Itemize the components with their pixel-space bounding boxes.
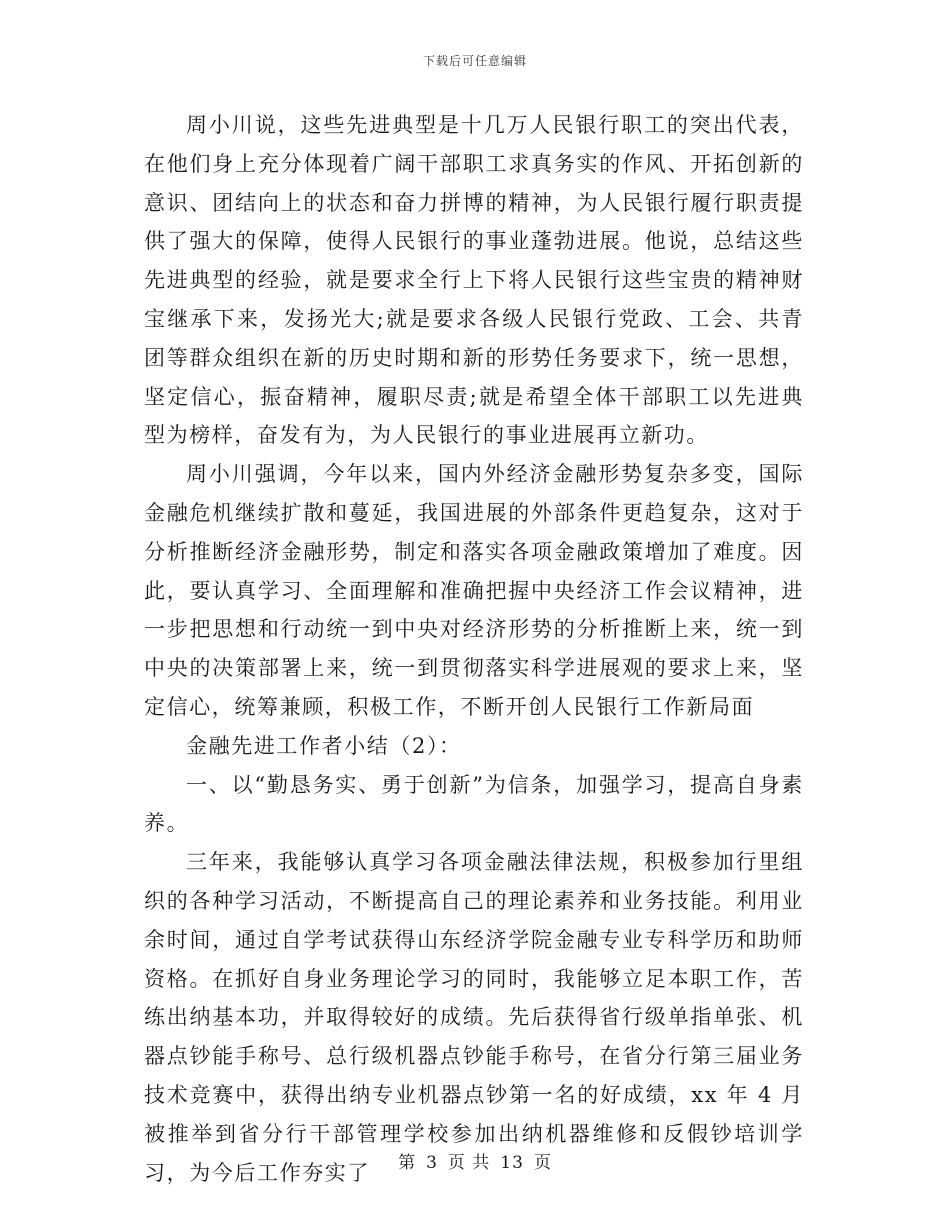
page-footer — [0, 1148, 950, 1173]
current-page-number: 3 — [426, 1153, 438, 1173]
header-note: 下载后可任意编辑 — [422, 54, 527, 68]
page-suffix: 页 — [533, 1153, 552, 1173]
paragraph-zhou-summary: 周小川说，这些先进典型是十几万人民银行职工的突出代表，在他们身上充分体现着广阔干部职工求真务实的作风、开拓创新的意识、团结向上的状态和奋力拼博的精神，为人民银行履行职责提供了强大的保障，使得人民银行的事业蓬勃进展。他说，总结这些先进典型的经验，就是要求全行上下将人民银行这些宝贵的精神财宝继承下来，发扬光大;就是要求各级人民银行党政、工会、共青团等群众组织在新的历史时期和新的形势任务要求下，统一思想，坚定信心，振奋精神，履职尽责;就是希望全体干部职工以先进典型为榜样，奋发有为，为人民银行的事业进展再立新功。 — [144, 113, 804, 448]
subsection-heading: 一、以“勤恳务实、勇于创新”为信条，加强学习，提高自身素养。 — [144, 772, 804, 836]
total-pages-number: 13 — [500, 1153, 524, 1173]
document-body — [144, 106, 804, 1192]
paragraph-zhou-emphasis: 周小川强调，今年以来，国内外经济金融形势复杂多变，国际金融危机继续扩散和蔓延，我国进展的外部条件更趋复杂，这对于分析推断经济金融形势，制定和落实各项金融政策增加了难度。因此，要认真学习、全面理解和准确把握中央经济工作会议精神，进一步把思想和行动统一到中央对经济形势的分析推断上来，统一到中央的决策部署上来，统一到贯彻落实科学进展观的要求上来，坚定信心，统筹兼顾，积极工作，不断开创人民银行工作新局面 — [144, 462, 804, 719]
page-prefix: 第 — [398, 1153, 417, 1173]
page-mid-text: 页 共 — [447, 1153, 491, 1173]
section-heading: 金融先进工作者小结（2）： — [186, 733, 462, 758]
paragraph-three-years: 三年来，我能够认真学习各项金融法律法规，积极参加行里组织的各种学习活动，不断提高自己的理论素养和业务技能。利用业余时间，通过自学考试获得山东经济学院金融专业专科学历和助师资格。在抓好自身业务理论学习的同时，我能够立足本职工作，苦练出纳基本功，并取得较好的成绩。先后获得省行级单指单张、机器点钞能手称号、总行级机器点钞能手称号，在省分行第三届业务技术竞赛中，获得出纳专业机器点钞第一名的好成绩，xx 年 4 月被推举到省分行干部管理学校参加出纳机器维修和反假钞培训学习，为今后工作夯实了 — [144, 850, 804, 1185]
